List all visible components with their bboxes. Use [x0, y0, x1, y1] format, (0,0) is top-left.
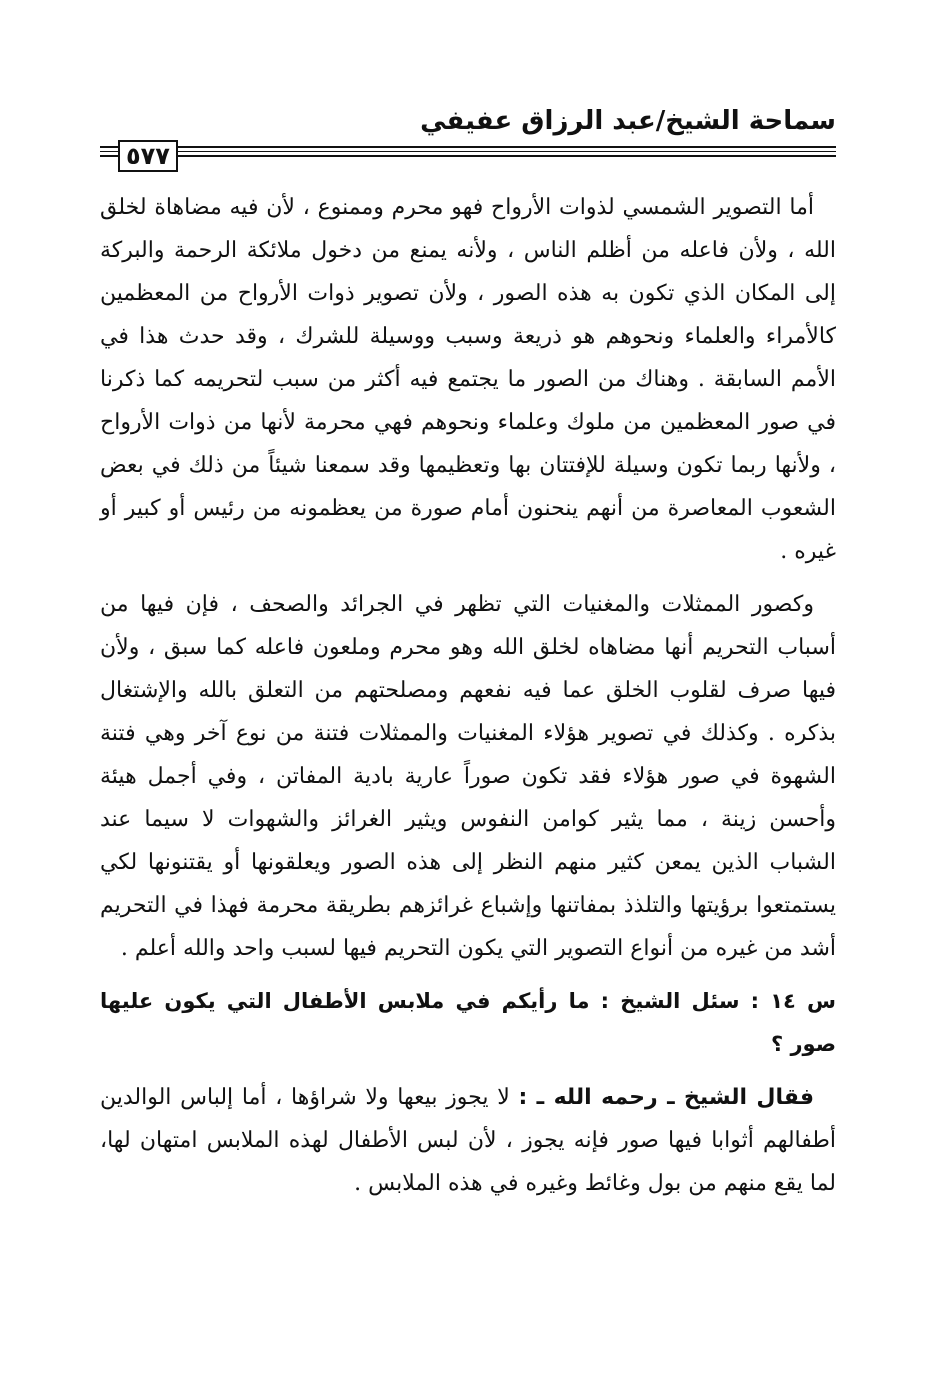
answer-paragraph	[100, 1076, 836, 1205]
rule-line-bottom	[100, 155, 836, 157]
running-header-title: سماحة الشيخ/عبد الرزاق عفيفي	[420, 106, 836, 136]
header-rule-lines	[100, 146, 836, 160]
header-rule	[100, 140, 836, 174]
page-number-box: ٥٧٧	[118, 140, 178, 172]
paragraph-1: أما التصوير الشمسي لذوات الأرواح فهو محرم وممنوع ، لأن فيه مضاهاة لخلق الله ، ولأن فاعله من أظلم الناس ، ولأنه يمنع من دخول ملائكة الرحمة والبركة إلى المكان الذي تكون به هذه الصور ، ولأن تصوير ذوات الأرواح من المعظمين كالأمراء والعلماء ونحوهم هو ذريعة وسبب ووسيلة للشرك ، وقد حدث هذا في الأمم السابقة . وهناك من الصور ما يجتمع فيه أكثر من سبب لتحريمه كما ذكرنا في صور المعظمين من ملوك وعلماء ونحوهم فهي محرمة لأنها من ذوات الأرواح ، ولأنها ربما تكون وسيلة للإفتتان بها وتعظيمها وقد سمعنا شيئاً من ذلك في بعض الشعوب المعاصرة من أنهم ينحنون أمام صورة من يعظمونه من رئيس أو كبير أو غيره .	[100, 195, 836, 564]
rule-line-top	[100, 146, 836, 148]
question-heading: س ١٤ : سئل الشيخ : ما رأيكم في ملابس الأطفال التي يكون عليها صور ؟	[100, 989, 836, 1056]
answer-lead: فقال الشيخ ـ رحمه الله ـ :	[518, 1085, 814, 1110]
answer-text: لا يجوز بيعها ولا شراؤها ، أما إلباس الوالدين أطفالهم أثوابا فيها صور فإنه يجوز ، لأن لبس الأطفال لهذه الملابس امتهان لها، لما يقع منهم من بول وغائط وغيره في هذه الملابس .	[100, 1085, 836, 1196]
paragraph-2: وكصور الممثلات والمغنيات التي تظهر في الجرائد والصحف ، فإن فيها من أسباب التحريم أنها مضاهاه لخلق الله وهو محرم وملعون فاعله كما سبق ، ولأن فيها صرف لقلوب الخلق عما فيه نفعهم ومصلحتهم من التعلق بالله والإشتغال بذكره . وكذلك في تصوير هؤلاء المغنيات والممثلات فتنة من نوع آخر وهي فتنة الشهوة في صور هؤلاء فقد تكون صوراً عارية بادية المفاتن ، وفي أجمل هيئة وأحسن زينة ، مما يثير كوامن النفوس ويثير الغرائز والشهوات لا سيما عند الشباب الذين يمعن كثير منهم النظر إلى هذه الصور ويعلقونها أو يقتنونها لكي يستمتعوا برؤيتها والتلذذ بمفاتنها وإشباع غرائزهم بطريقة محرمة فهذا في التحريم أشد من غيره من أنواع التصوير التي يكون التحريم فيها لسبب واحد والله أعلم .	[100, 592, 836, 961]
rule-line-middle	[100, 151, 836, 152]
page-body	[100, 186, 836, 1205]
